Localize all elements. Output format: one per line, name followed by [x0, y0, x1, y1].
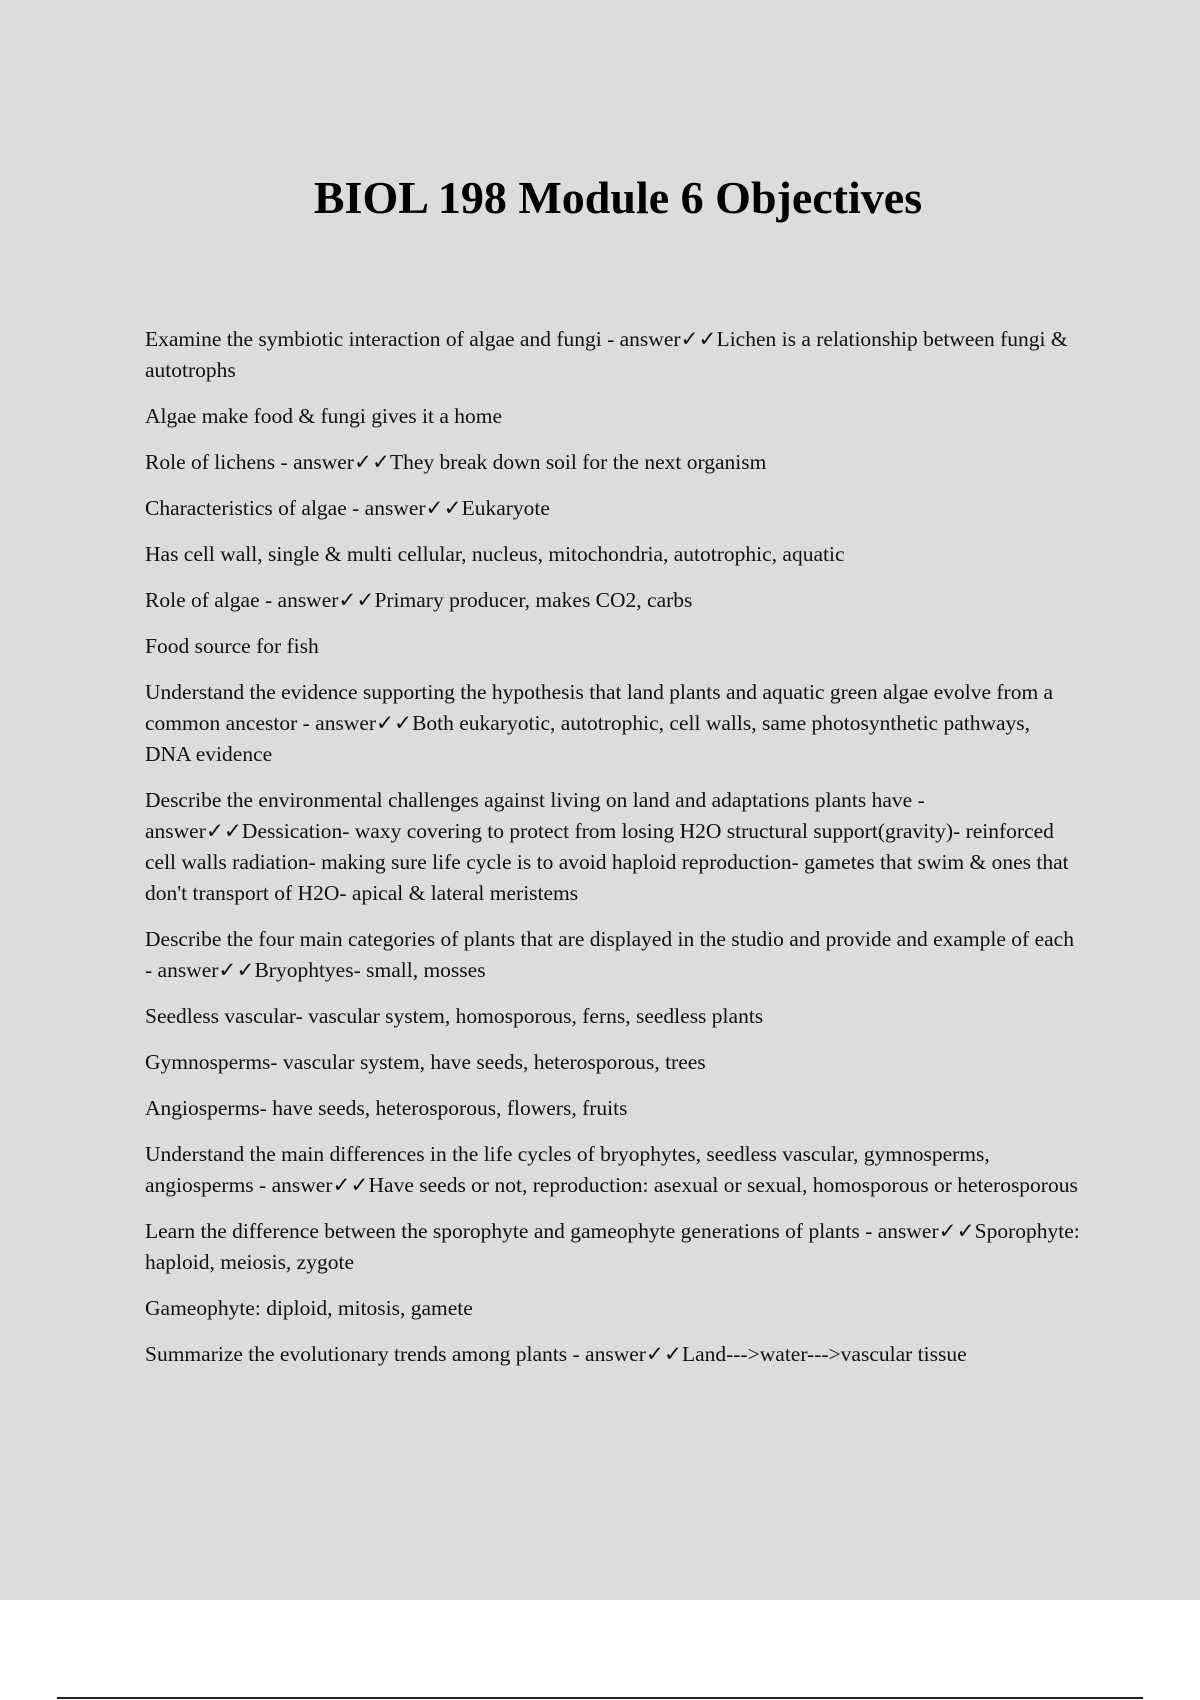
paragraph: Examine the symbiotic interaction of algae and fungi - answer✓✓Lichen is a relationship between fungi & autotrophs [145, 327, 1068, 382]
paragraph: Understand the evidence supporting the hypothesis that land plants and aquatic green algae evolve from a common ancestor - answer✓✓Both eukaryotic, autotrophic, cell walls, same photosynthetic pathways, DNA evidence [145, 680, 1054, 766]
paragraph: Gymnosperms- vascular system, have seeds, heterosporous, trees [145, 1050, 706, 1074]
paragraph: Describe the environmental challenges against living on land and adaptations plants have - answer✓✓Dessication- waxy covering to protect from losing H2O structural support(gravity)- reinforced cell walls radiation- making sure life cycle is to avoid haploid reproduction- gametes that swim & ones that don't transport of H2O- apical & lateral meristems [145, 788, 1069, 905]
paragraph: Characteristics of algae - answer✓✓Eukaryote [145, 496, 550, 520]
paragraph: Summarize the evolutionary trends among plants - answer✓✓Land--->water--->vascular tissue [145, 1342, 967, 1366]
paragraph: Food source for fish [145, 634, 319, 658]
paragraph: Seedless vascular- vascular system, homosporous, ferns, seedless plants [145, 1004, 764, 1028]
footer-divider [57, 1697, 1143, 1699]
paragraph: Gameophyte: diploid, mitosis, gamete [145, 1296, 473, 1320]
paragraph: Learn the difference between the sporophyte and gameophyte generations of plants - answer✓✓Sporophyte: haploid, meiosis, zygote [145, 1219, 1080, 1274]
paragraph: Role of algae - answer✓✓Primary producer, makes CO2, carbs [145, 588, 693, 612]
paragraph: Algae make food & fungi gives it a home [145, 404, 503, 428]
paragraph: Role of lichens - answer✓✓They break down soil for the next organism [145, 450, 767, 474]
document-body [145, 324, 1080, 1385]
paragraph: Describe the four main categories of plants that are displayed in the studio and provide and example of each - answer✓✓Bryophtyes- small, mosses [145, 927, 1074, 982]
paragraph: Understand the main differences in the life cycles of bryophytes, seedless vascular, gymnosperms, angiosperms - answer✓✓Have seeds or not, reproduction: asexual or sexual, homosporous or heterosporous [145, 1142, 1078, 1197]
paragraph: Has cell wall, single & multi cellular, nucleus, mitochondria, autotrophic, aquatic [145, 542, 845, 566]
page-title: BIOL 198 Module 6 Objectives [313, 172, 923, 223]
paragraph: Angiosperms- have seeds, heterosporous, flowers, fruits [145, 1096, 628, 1120]
